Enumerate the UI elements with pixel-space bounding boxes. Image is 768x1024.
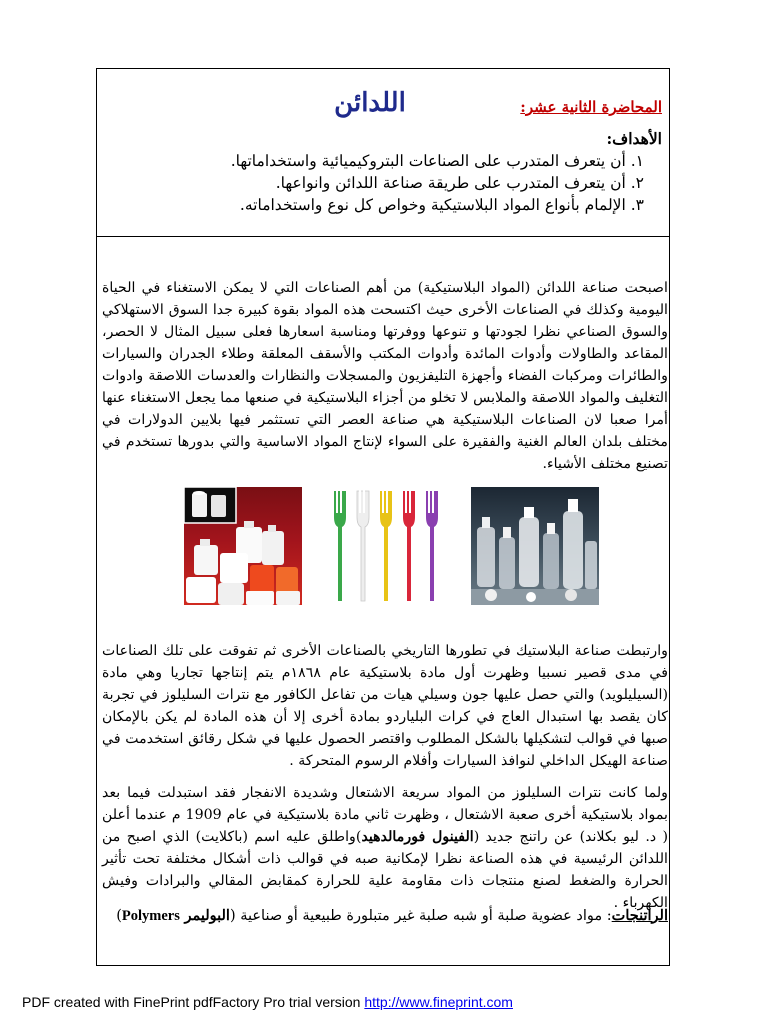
lecture-header <box>110 88 670 128</box>
resins-definition <box>102 905 668 927</box>
page-title: اللدائن <box>334 88 406 118</box>
phenol-formaldehyde-term: الفينول فورمالدهيد <box>361 829 474 846</box>
plastic-bottles-photo <box>471 487 599 605</box>
plastic-containers-photo <box>184 487 302 605</box>
goals-heading: الأهداف: <box>606 129 662 148</box>
paragraph-bakelite-text-b: )واطلق عليه اسم (باكلايت) الذي اصبح من اللدائن الرئيسية في هذه الصناعة نظرا لإمكانية صبه في قوالب ذات أشكال مختلفة تحت تأثير الحرارة والضغط لصنع منتجات ذات مقاومة علية للحرارة كمقابض المقالي والبرادات وفيش الكهرباء . <box>102 829 668 912</box>
polymer-term-arabic: البوليمر <box>184 906 230 924</box>
goals-list <box>160 150 662 216</box>
resins-definition-text: : مواد عضوية صلبة أو شبه صلبة غير متبلورة طبيعية أو صناعية ( <box>229 907 612 924</box>
paragraph-bakelite <box>102 782 668 914</box>
pdf-footer <box>22 994 513 1010</box>
plastic-bottles-icon <box>471 487 599 605</box>
goal-item: ٣. الإلمام بأنواع المواد البلاستيكية وخواص كل نوع واستخداماته. <box>239 196 644 214</box>
polymer-term-latin: Polymers <box>121 907 180 924</box>
plastic-forks-photo <box>328 487 442 605</box>
goals-section <box>160 128 662 216</box>
footer-text: PDF created with FinePrint pdfFactory Pro trial version <box>22 994 365 1010</box>
divider <box>96 236 670 237</box>
paragraph-bakelite-text-a: ولما كانت نترات السليلوز من المواد سريعة الاشتعال وشديدة الانفجار فقد استبدلت فيما بعد بمواد بلاستيكية أخرى صعبة الاشتعال ، وظهرت ثاني مادة بلاستيكية في عام 1909 م عندما أعلن ( د. ليو بكلاند) عن راتنج جديد ( <box>102 785 668 846</box>
resins-term: الراتنجات <box>611 906 668 924</box>
goal-item: ١. أن يتعرف المتدرب على الصناعات البتروكيميائية واستخداماتها. <box>230 152 644 170</box>
paragraph-history: وارتبطت صناعة البلاستيك في تطورها التاريخي بالصناعات الأخرى ثم تفوقت على تلك الصناعات في مدى قصير نسبيا وظهرت أول مادة بلاستيكية عام ١٨٦٨م يتم إنتاجها تجاريا وهي مادة (السيليلويد) والتي حصل عليها جون وسيلي هيات من تفاعل الكافور مع نترات السليلوز في تجربة كان يقصد بها استبدال العاج في كرات البلياردو بمادة أخرى إلا أن هذه المادة لم يكن بالإمكان صبها في قوالب لتشكيلها بالشكل المطلوب واقتصر الحصول عليها في شكل رقائق استخدمت في صناعة الهيكل الداخلي لنوافذ السيارات وأفلام الرسوم المتحركة . <box>102 643 668 770</box>
resins-close-paren: ) <box>116 907 122 924</box>
plastic-containers-icon <box>184 487 302 605</box>
footer-link[interactable]: http://www.fineprint.com <box>364 994 513 1010</box>
lecture-label: المحاضرة الثانية عشر: <box>520 98 662 116</box>
plastic-forks-icon <box>328 487 442 605</box>
paragraph-intro: اصبحت صناعة اللدائن (المواد البلاستيكية) من أهم الصناعات التي لا يمكن الاستغناء في الحياة اليومية وكذلك في الصناعات الأخرى حيث اكتسحت هذه المواد بقوة كبيرة جدا السوق الاستهلاكي والسوق الصناعي نظرا لجودتها و تنوعها ووفرتها ومناسبة اسعارها فعلى سبيل المثال لا الحصر، المقاعد والطاولات وأدوات المائدة وأدوات المكتب والأسقف المعلقة وطلاء الجدران والسيارات والطائرات ومركبات الفضاء وأجهزة التليفزيون والمسجلات والنظارات والعدسات اللاصقة وادوات التغليف والمواد اللاصقة والملابس لا تخلو من أجزاء البلاستيكية في صنعها مما يجعل الاستغناء عنها أمرا صعبا لان الصناعات البلاستيكية هي صناعة العصر التي تستثمر فيها بلايين الدولارات في مختلف بلدان العالم الغنية والفقيرة على السواء لإنتاج المواد الاساسية والتي بدورها تستخدم في تصنيع مختلف الأشياء. <box>102 280 668 473</box>
goal-item: ٢. أن يتعرف المتدرب على طريقة صناعة اللدائن وانواعها. <box>275 174 644 192</box>
